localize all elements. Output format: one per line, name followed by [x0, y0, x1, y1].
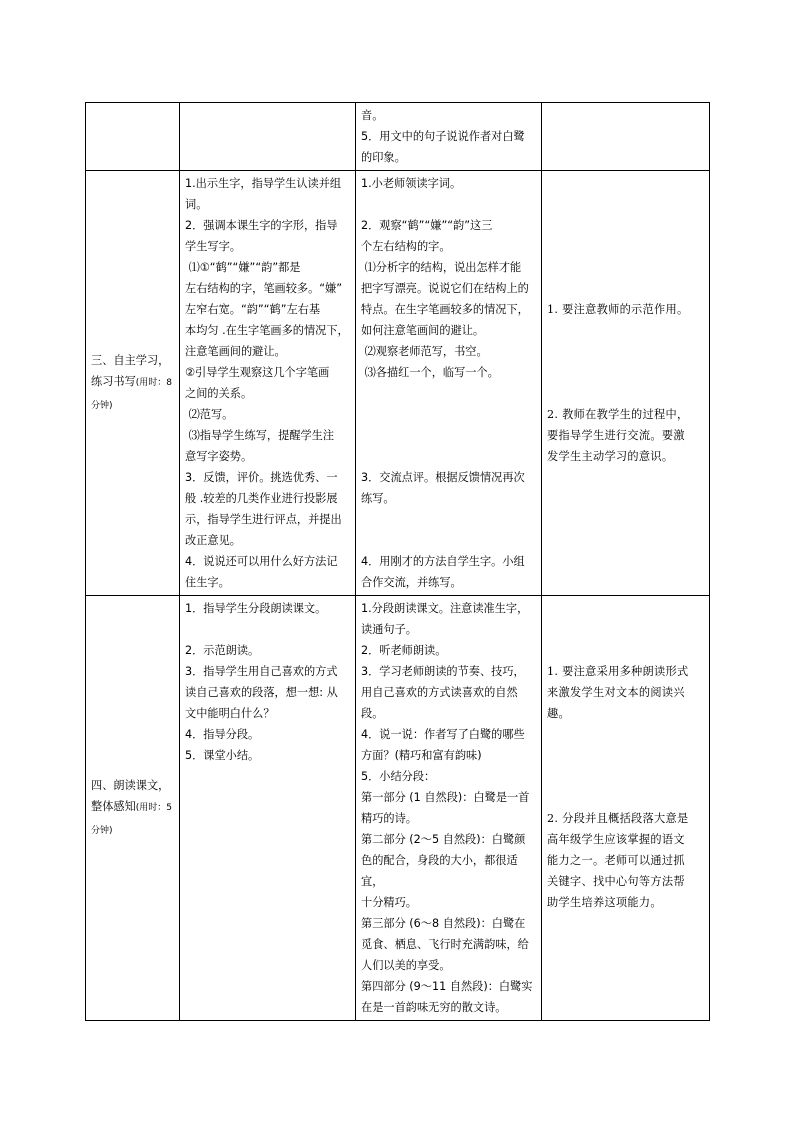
text-line: 练写。 — [361, 492, 395, 505]
text-line: ⑴分析字的结构，说出怎样才能 — [361, 261, 522, 274]
text-line — [361, 383, 537, 404]
text-line: 1.小老师领读字词。 — [361, 177, 462, 190]
text-line — [361, 446, 537, 467]
text-line: 十分精巧。 — [361, 896, 417, 909]
text-line — [547, 362, 705, 383]
stage-cell — [86, 596, 180, 1021]
text-line — [547, 383, 705, 404]
stage-title: 三、自主学习，练习书写 — [91, 353, 170, 388]
text-line: 第三部分 (6～8 自然段)：白鹭在 — [361, 917, 526, 930]
text-line: 词。 — [185, 198, 208, 211]
text-line — [547, 745, 705, 766]
text-line — [547, 766, 705, 787]
student-activity-cell — [356, 171, 542, 596]
lesson-plan-table — [85, 102, 710, 1021]
text-line — [547, 173, 705, 194]
text-line: 第二部分 (2～5 自然段)：白鹭颜 — [361, 833, 526, 846]
text-line — [547, 341, 705, 362]
text-line — [547, 640, 705, 661]
text-line: 3．反馈，评价。挑选优秀、一 — [185, 471, 338, 484]
notes-cell — [542, 171, 710, 596]
text-line: 1．指导学生分段朗读课文。 — [185, 602, 327, 615]
notes-cell — [542, 596, 710, 1021]
text-line: 意写字姿势。 — [185, 450, 253, 463]
text-line: 2．听老师朗读。 — [361, 644, 447, 657]
text-line: 读自己喜欢的段落，想一想: 从 — [185, 686, 338, 699]
text-line: 第一部分 (1 自然段)：白鹭是一首 — [361, 791, 530, 804]
text-line — [361, 425, 537, 446]
table-row — [86, 596, 710, 1021]
text-line: 4．说说还可以用什么好方法记 — [185, 555, 338, 568]
text-line: ⑶各描红一个，临写一个。 — [361, 366, 499, 379]
text-line: 般 .较差的几类作业进行投影展 — [185, 492, 338, 505]
text-line: 5．课堂小结。 — [185, 749, 260, 762]
text-line — [547, 724, 705, 745]
text-line — [361, 194, 537, 215]
text-line: 1.分段朗读课文。注意读准生字， — [361, 602, 529, 615]
text-line: 住生字。 — [185, 576, 230, 589]
text-line: 2．示范朗读。 — [185, 644, 260, 657]
text-line: 3．交流点评。根据反馈情况再次 — [361, 471, 525, 484]
text-line: 5．小结分段： — [361, 770, 436, 783]
text-line: 3．指导学生用自己喜欢的方式 — [185, 665, 338, 678]
stage-cell — [86, 171, 180, 596]
text-line: 第四部分 (9～11 自然段)：白鹭实 — [361, 980, 533, 993]
text-line: 4．用刚才的方法自学生字。小组 — [361, 555, 525, 568]
text-line: 关键字、找中心句等方法帮 — [547, 875, 685, 888]
text-line: ⑵范写。 — [185, 408, 234, 421]
text-line: 学生写字。 — [185, 240, 241, 253]
text-line: 注意笔画间的避让。 — [185, 345, 286, 358]
text-line: 特点。在生字笔画较多的情况下， — [361, 303, 529, 316]
text-line: 精巧的诗。 — [361, 812, 417, 825]
text-line: 4．说一说：作者写了白鹭的哪些 — [361, 728, 525, 741]
stage-title: 四、朗读课文，整体感知 — [91, 778, 170, 813]
text-line — [547, 278, 705, 299]
text-line: 色的配合，身段的大小，都很适宜， — [361, 854, 518, 888]
text-line: 要指导学生进行交流。要激 — [547, 429, 685, 442]
text-line: 2. 教师在教学生的过程中， — [547, 408, 689, 421]
text-line: 读通句子。 — [361, 623, 417, 636]
text-line: 左窄右宽。“韵”“鹤”左右基 — [185, 303, 321, 316]
teacher-activity-cell — [180, 103, 356, 171]
teacher-activity-cell — [180, 171, 356, 596]
text-line — [547, 215, 705, 236]
text-line — [547, 787, 705, 808]
text-line: 示，指导学生进行评点，并提出 — [185, 513, 342, 526]
stage-cell — [86, 103, 180, 171]
text-line — [361, 404, 537, 425]
text-line: ⑶指导学生练写，提醒学生注 — [185, 429, 335, 442]
text-line: 在是一首韵味无穷的散文诗。 — [361, 1001, 507, 1014]
text-line: 1. 要注意采用多种朗读形式 — [547, 665, 689, 678]
text-line: 4．指导分段。 — [185, 728, 260, 741]
text-line: 助学生培养这项能力。 — [547, 896, 662, 909]
student-activity-cell — [356, 103, 542, 171]
text-line: 方面？(精巧和富有韵味) — [361, 749, 482, 762]
text-line — [547, 320, 705, 341]
text-line: ②引导学生观察这几个字笔画 — [185, 366, 330, 379]
text-line — [547, 257, 705, 278]
text-line: 用自己喜欢的方式读喜欢的自然 — [361, 686, 518, 699]
text-line — [547, 598, 705, 619]
student-activity-cell — [356, 596, 542, 1021]
text-line: 觅食、栖息、飞行时充满韵味，给 — [361, 938, 529, 951]
text-line: 音。 — [361, 109, 384, 122]
text-line: 高年级学生应该掌握的语文 — [547, 833, 685, 846]
text-line: 来激发学生对文本的阅读兴 — [547, 686, 685, 699]
text-line: 5．用文中的句子说说作者对白鹭 — [361, 130, 525, 143]
text-line: 3．学习老师朗读的节奏、技巧， — [361, 665, 525, 678]
text-line: 合作交流，并练写。 — [361, 576, 462, 589]
table-row — [86, 103, 710, 171]
text-line: 人们以美的享受。 — [361, 959, 451, 972]
text-line: 1. 要注意教师的示范作用。 — [547, 303, 689, 316]
text-line: 发学生主动学习的意识。 — [547, 450, 674, 463]
text-line: 文中能明白什么？ — [185, 707, 275, 720]
text-line: 1.出示生字，指导学生认读并组 — [185, 177, 342, 190]
text-line: 段。 — [361, 707, 384, 720]
text-line: 2．强调本课生字的字形，指导 — [185, 219, 338, 232]
text-line — [361, 530, 537, 551]
text-line: 的印象。 — [361, 151, 406, 164]
text-line — [185, 619, 351, 640]
text-line: 个左右结构的字。 — [361, 240, 451, 253]
text-line: 如何注意笔画间的避让。 — [361, 324, 485, 337]
text-line: 本均匀 .在生字笔画多的情况下， — [185, 324, 349, 337]
text-line: 能力之一。老师可以通过抓 — [547, 854, 685, 867]
text-line: 2．观察“鹤”“嫌”“韵”这三 — [361, 219, 493, 232]
text-line — [547, 236, 705, 257]
table-row — [86, 171, 710, 596]
text-line: 2. 分段并且概括段落大意是 — [547, 812, 689, 825]
stage-time: (用时：8 分钟) — [91, 377, 173, 411]
text-line: 改正意见。 — [185, 534, 241, 547]
teacher-activity-cell — [180, 596, 356, 1021]
text-line: 把字写漂亮。说说它们在结构上的 — [361, 282, 529, 295]
text-line: 左右结构的字，笔画较多。“嫌” — [185, 282, 343, 295]
stage-time: (用时：5 分钟) — [91, 802, 173, 836]
text-line — [547, 619, 705, 640]
notes-cell — [542, 103, 710, 171]
text-line — [547, 194, 705, 215]
text-line — [361, 509, 537, 530]
text-line: ⑵观察老师范写，书空。 — [361, 345, 488, 358]
text-line: 趣。 — [547, 707, 570, 720]
text-line: ⑴①“鹤”“嫌”“韵”都是 — [185, 261, 301, 274]
text-line: 之间的关系。 — [185, 387, 253, 400]
